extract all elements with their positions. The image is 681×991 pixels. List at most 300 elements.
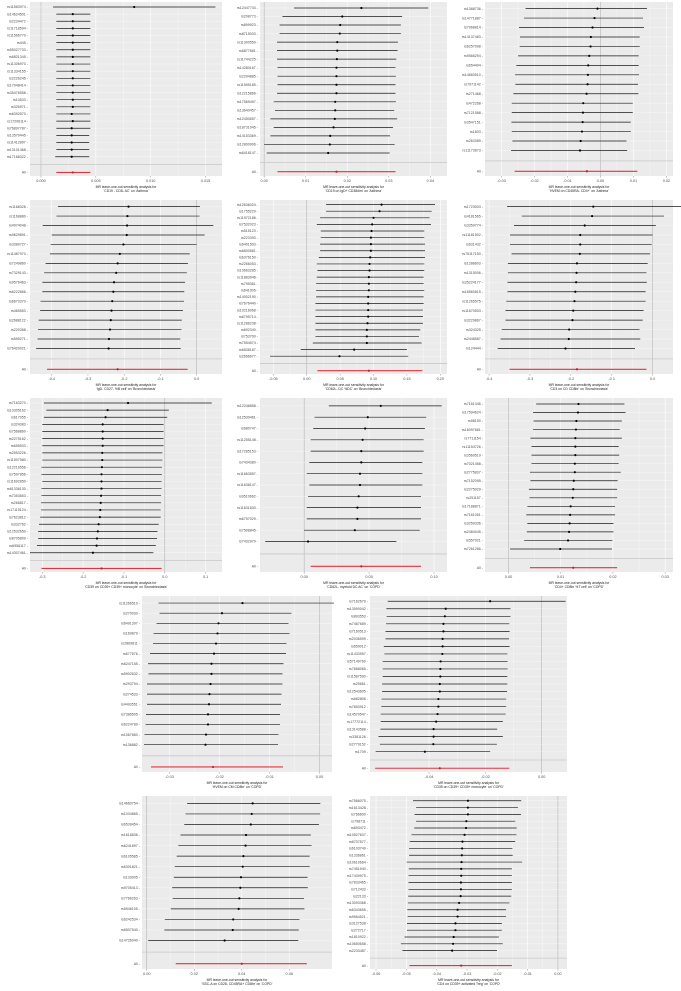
snp-label: rs10663285 - <box>236 268 258 273</box>
point-estimate <box>367 302 369 304</box>
point-estimate <box>72 120 74 122</box>
point-estimate <box>367 309 369 311</box>
point-estimate <box>364 427 366 429</box>
snp-label: rs12216556 - <box>6 465 28 470</box>
x-tick-label: 0.00 <box>596 179 605 183</box>
x-tick-label: -0.01 <box>265 775 274 779</box>
x-tick-label: -0.4 <box>485 377 493 381</box>
x-tick-label: -0.3 <box>526 377 534 381</box>
point-estimate <box>467 813 469 815</box>
snp-label: rs11883046 - <box>237 275 258 280</box>
snp-label: rs6958117 - <box>9 543 28 548</box>
point-estimate <box>109 328 111 330</box>
point-estimate <box>353 349 355 351</box>
point-estimate <box>581 130 583 132</box>
point-estimate <box>439 683 441 685</box>
snp-label: rs2869811 - <box>121 641 140 646</box>
snp-label: rs7161346 - <box>463 402 483 407</box>
point-estimate <box>338 355 340 357</box>
point-estimate <box>441 653 443 655</box>
forest-plot-panel <box>112 794 340 991</box>
point-estimate <box>580 140 582 142</box>
point-estimate <box>460 875 462 877</box>
point-estimate <box>242 855 244 857</box>
point-estimate <box>368 283 370 285</box>
snp-label: rs659012 - <box>350 644 368 649</box>
point-estimate <box>574 471 576 473</box>
snp-label: rs2448587 - <box>463 337 483 342</box>
snp-label: rs1810922 - <box>348 935 368 940</box>
point-estimate <box>452 943 454 945</box>
point-estimate <box>465 820 467 822</box>
point-estimate <box>334 101 336 103</box>
point-estimate <box>327 152 329 154</box>
snp-label: rs11266510 - <box>119 601 140 606</box>
point-estimate <box>437 705 439 707</box>
x-axis-title: MR leave-one-out sensitivity analysis for <box>548 581 610 585</box>
snp-label: rs7568860 - <box>8 429 28 434</box>
point-estimate <box>336 41 338 43</box>
snp-label: rs263389 - <box>465 139 483 144</box>
snp-label: rs798711 - <box>351 819 368 824</box>
snp-label: rs753700 - <box>240 334 258 339</box>
point-estimate <box>370 230 372 232</box>
snp-label: rs11181502 - <box>462 233 483 238</box>
snp-label: rs3547151 - <box>463 120 483 125</box>
snp-label: rs6795714 - <box>238 314 258 319</box>
overall-estimate <box>460 964 462 966</box>
snp-label: rs10650658 - <box>346 941 368 946</box>
snp-label: rs3389727 - <box>8 242 28 247</box>
snp-label: rs7386505 - <box>120 712 140 717</box>
forest-plot-panel <box>340 594 575 794</box>
snp-label: rs6241897 - <box>120 843 140 848</box>
snp-label: rs11306970 - <box>7 62 28 67</box>
point-estimate <box>589 45 591 47</box>
point-estimate <box>354 529 356 531</box>
point-estimate <box>359 473 361 475</box>
overall-estimate <box>360 565 362 567</box>
x-tick-label: 0.005 <box>91 179 101 183</box>
snp-label: rs6877681 - <box>238 48 258 53</box>
snp-label: rs11972186 - <box>237 215 258 220</box>
point-estimate <box>92 552 94 554</box>
snp-label: rs12636024 - <box>236 202 258 207</box>
snp-label: rs11583974 - <box>7 5 28 10</box>
point-estimate <box>216 632 218 634</box>
point-estimate <box>433 736 435 738</box>
snp-label: rs98150 - <box>467 419 483 424</box>
snp-label: rs766600 - <box>350 812 368 817</box>
x-tick-label: 0.01 <box>557 575 565 579</box>
point-estimate <box>113 281 115 283</box>
snp-label: rs465553 - <box>10 308 28 313</box>
snp-label: rs6301821 - <box>120 864 140 869</box>
point-estimate <box>232 918 234 920</box>
x-tick-label: 0.10 <box>369 377 378 381</box>
forest-plot-panel <box>230 198 455 396</box>
point-estimate <box>582 112 584 114</box>
point-estimate <box>72 70 74 72</box>
x-tick-label: 0.1 <box>203 575 209 579</box>
snp-label: rs7766263 - <box>120 896 140 901</box>
snp-label: rs677576 - <box>122 651 140 656</box>
point-estimate <box>587 64 589 66</box>
point-estimate <box>359 484 361 486</box>
snp-label: rs11334155 - <box>7 69 28 74</box>
snp-label: rs324325 - <box>465 327 483 332</box>
snp-label: rs12447743 - <box>236 6 258 11</box>
snp-label: rs7451940 - <box>348 867 368 872</box>
snp-label: rs5946105 - <box>120 907 140 912</box>
point-estimate <box>332 126 334 128</box>
point-estimate <box>380 204 382 206</box>
x-axis-title: MR leave-one-out sensitivity analysis for <box>323 383 384 387</box>
point-estimate <box>461 854 463 856</box>
point-estimate <box>100 473 102 475</box>
point-estimate <box>586 83 588 85</box>
point-estimate <box>71 134 73 136</box>
point-estimate <box>442 623 444 625</box>
point-estimate <box>98 523 100 525</box>
snp-label: rs25661 - <box>352 682 368 687</box>
point-estimate <box>127 206 129 208</box>
point-estimate <box>334 109 336 111</box>
x-tick-label: -0.1 <box>157 377 164 381</box>
x-tick-label: -0.3 <box>38 575 46 579</box>
point-estimate <box>569 522 571 524</box>
point-estimate <box>99 509 101 511</box>
point-estimate <box>339 32 341 34</box>
point-estimate <box>465 827 467 829</box>
point-estimate <box>424 751 426 753</box>
snp-label: rs35224177 - <box>461 280 483 285</box>
x-tick-label: 0.04 <box>238 972 246 976</box>
point-estimate <box>372 217 374 219</box>
point-estimate <box>590 36 592 38</box>
x-tick-label: 0.04 <box>426 179 435 183</box>
snp-label: rs7971142 - <box>464 82 483 87</box>
snp-label: rs14660510 - <box>461 73 483 78</box>
all-label: All - <box>21 170 28 175</box>
point-estimate <box>108 338 110 340</box>
x-tick-label: 0.20 <box>436 377 445 381</box>
snp-label: rs6821345 - <box>8 55 28 60</box>
point-estimate <box>593 17 595 19</box>
point-estimate <box>117 262 119 264</box>
point-estimate <box>341 15 343 17</box>
forest-plot-panel <box>230 396 455 594</box>
x-tick-label: 0.02 <box>662 179 671 183</box>
plot-background <box>30 200 222 374</box>
snp-label: rs6673370 - <box>8 299 28 304</box>
point-estimate <box>460 895 462 897</box>
point-estimate <box>575 428 577 430</box>
snp-label: rs13093368 - <box>346 901 368 906</box>
snp-label: rs1709 - <box>354 749 368 754</box>
point-estimate <box>574 291 576 293</box>
point-estimate <box>208 693 210 695</box>
x-tick-label: -0.02 <box>481 775 490 779</box>
point-estimate <box>435 721 437 723</box>
all-label: All - <box>476 367 483 372</box>
point-estimate <box>356 506 358 508</box>
point-estimate <box>366 335 368 337</box>
snp-label: rs11487970 - <box>7 252 28 257</box>
point-estimate <box>204 744 206 746</box>
snp-label: rs293794 - <box>122 682 140 687</box>
point-estimate <box>112 291 114 293</box>
point-estimate <box>579 243 581 245</box>
x-tick-label: 0.0 <box>649 377 656 381</box>
x-tick-label: -0.2 <box>79 575 87 579</box>
point-estimate <box>574 454 576 456</box>
x-tick-label: 0.00 <box>300 575 308 579</box>
snp-label: rs12800906 - <box>236 142 258 147</box>
snp-label: rs7668065 - <box>348 667 368 672</box>
snp-label: rs22133 - <box>352 894 368 899</box>
point-estimate <box>568 531 570 533</box>
snp-label: rs7249860 - <box>8 261 28 266</box>
point-estimate <box>360 7 362 9</box>
point-estimate <box>570 505 572 507</box>
snp-label: rs272717 - <box>350 928 368 933</box>
point-estimate <box>577 403 579 405</box>
point-estimate <box>568 328 570 330</box>
x-axis-title: 'CD39 on CD39+ CD39+ monocyte' on 'COPD' <box>433 785 504 789</box>
point-estimate <box>107 409 109 411</box>
snp-label: rs6401503 - <box>238 242 258 247</box>
x-tick-label: -0.1 <box>608 377 615 381</box>
snp-label: rs6418147 - <box>238 151 258 156</box>
snp-label: rs7532023 - <box>238 222 258 227</box>
x-axis-title: 'CD19 on IgD+ CD38dim' on 'Asthma' <box>325 189 382 193</box>
snp-label: rs6392570 - <box>8 112 28 117</box>
point-estimate <box>102 438 104 440</box>
snp-label: rs13590042 - <box>346 606 368 611</box>
snp-label: rs11433957 - <box>347 652 368 657</box>
x-tick-label: 0.05 <box>336 377 344 381</box>
snp-label: rs10527637 - <box>346 833 368 838</box>
forest-plot-panel <box>112 594 340 794</box>
snp-label: rs6103749 - <box>348 846 368 851</box>
snp-label: rs11744225 - <box>237 57 258 62</box>
point-estimate <box>101 466 103 468</box>
x-tick-label: 0.00 <box>315 775 324 779</box>
snp-label: rs332762 - <box>10 522 28 527</box>
snp-label: rs13640457 - <box>236 108 258 113</box>
point-estimate <box>577 411 579 413</box>
point-estimate <box>445 608 447 610</box>
point-estimate <box>71 156 73 158</box>
x-tick-label: 0.00 <box>260 179 268 183</box>
point-estimate <box>339 24 341 26</box>
snp-label: rs4493551 - <box>120 702 140 707</box>
point-estimate <box>572 497 574 499</box>
point-estimate <box>567 539 569 541</box>
x-tick-label: -0.3 <box>84 377 92 381</box>
point-estimate <box>102 445 104 447</box>
snp-label: rs7434380 - <box>238 460 258 465</box>
point-estimate <box>215 642 217 644</box>
snp-label: rs11154726 - <box>462 444 483 449</box>
x-tick-label: 0.03 <box>385 179 393 183</box>
forest-plot-panel <box>340 794 575 991</box>
snp-label: rs899923 - <box>240 23 258 28</box>
snp-label: rs17188871 - <box>461 504 483 509</box>
point-estimate <box>461 847 463 849</box>
point-estimate <box>71 141 73 143</box>
point-estimate <box>245 834 247 836</box>
snp-label: rs6105585 - <box>120 854 140 859</box>
x-tick-label: 0.0 <box>162 575 168 579</box>
point-estimate <box>572 310 574 312</box>
x-tick-label: 0.0 <box>194 377 200 381</box>
point-estimate <box>369 256 371 258</box>
x-tick-label: 0.00 <box>143 972 151 976</box>
point-estimate <box>454 929 456 931</box>
point-estimate <box>569 514 571 516</box>
snp-label: rs14002190 - <box>236 295 258 300</box>
snp-label: rs11587590 - <box>347 674 368 679</box>
snp-label: rs11663557 - <box>237 471 258 476</box>
point-estimate <box>250 823 252 825</box>
snp-label: rs6838187 - <box>238 347 258 352</box>
snp-label: rs654404 - <box>465 63 483 68</box>
point-estimate <box>72 63 74 65</box>
snp-label: rs9705413 - <box>120 885 140 890</box>
point-estimate <box>72 13 74 15</box>
point-estimate <box>559 548 561 550</box>
overall-estimate <box>212 766 214 768</box>
snp-label: rs61336130 - <box>6 486 28 491</box>
snp-label: rs795361 - <box>240 281 258 286</box>
point-estimate <box>329 143 331 145</box>
point-estimate <box>100 487 102 489</box>
all-label: All - <box>133 765 140 770</box>
point-estimate <box>126 215 128 217</box>
point-estimate <box>596 8 598 10</box>
point-estimate <box>442 630 444 632</box>
x-tick-label: 0.06 <box>285 972 293 976</box>
snp-label: rs7161051 - <box>463 513 483 518</box>
x-axis-title: 'CD4 on CD39+ activated Treg' on 'COPD' <box>436 982 501 986</box>
all-label: All - <box>251 169 258 174</box>
point-estimate <box>366 322 368 324</box>
snp-label: rs17772114 - <box>347 719 368 724</box>
snp-label: rs8715033 - <box>238 31 258 36</box>
snp-label: rs2484045 - <box>463 530 483 535</box>
snp-label: rs1168880 - <box>9 214 28 219</box>
snp-label: rs17569497 - <box>236 99 258 104</box>
snp-label: rs9510662 - <box>238 494 258 499</box>
x-tick-label: -0.03 <box>497 179 506 183</box>
snp-label: rs2294885 - <box>238 74 258 79</box>
x-tick-label: -0.01 <box>563 179 572 183</box>
snp-label: rs4974048 - <box>8 223 28 228</box>
point-estimate <box>110 319 112 321</box>
point-estimate <box>358 495 360 497</box>
x-axis-title: MR leave-one-out sensitivity analysis for <box>548 185 610 189</box>
point-estimate <box>467 800 469 802</box>
snp-label: rs14771887 - <box>461 16 483 21</box>
snp-label: rs6491397 - <box>120 621 140 626</box>
snp-label: rs7597856 - <box>8 472 28 477</box>
point-estimate <box>360 450 362 452</box>
forest-plot-panel <box>0 0 230 198</box>
snp-label: rs7152095 - <box>463 478 483 483</box>
snp-label: rs6707577 - <box>348 839 368 844</box>
x-tick-label: -0.02 <box>215 775 224 779</box>
plot-background <box>485 398 673 572</box>
x-tick-label: 0.00 <box>554 972 562 976</box>
snp-label: rs11692850 - <box>7 479 28 484</box>
snp-label: rs6376150 - <box>238 255 258 260</box>
x-tick-label: 0.00 <box>504 575 513 579</box>
all-label: All - <box>21 367 28 372</box>
point-estimate <box>370 243 372 245</box>
overall-estimate <box>335 171 337 173</box>
point-estimate <box>110 310 112 312</box>
point-estimate <box>461 841 463 843</box>
snp-label: rs6507540 - <box>120 928 140 933</box>
snp-label: rs7623812 - <box>8 515 28 520</box>
point-estimate <box>100 480 102 482</box>
point-estimate <box>453 936 455 938</box>
snp-label: rs11670503 - <box>462 308 483 313</box>
snp-label: rs2553226 - <box>8 451 28 456</box>
point-estimate <box>205 733 207 735</box>
snp-label: rs18731045 - <box>236 125 258 130</box>
point-estimate <box>573 480 575 482</box>
snp-label: rs631432 - <box>465 242 483 247</box>
snp-label: rs251157 - <box>466 495 483 500</box>
point-estimate <box>439 668 441 670</box>
snp-label: rs55027733 - <box>6 47 28 52</box>
snp-label: rs9566294 - <box>463 54 483 59</box>
point-estimate <box>104 416 106 418</box>
snp-label: rs6343655 - <box>348 907 368 912</box>
point-estimate <box>356 518 358 520</box>
plot-background <box>260 200 447 374</box>
forest-plot-panel <box>455 0 681 198</box>
snp-label: rs893472 - <box>350 826 368 831</box>
point-estimate <box>251 813 253 815</box>
point-estimate <box>451 950 453 952</box>
snp-label: rs1288603 - <box>463 261 483 266</box>
point-estimate <box>240 876 242 878</box>
snp-label: rs1067660 - <box>120 732 140 737</box>
point-estimate <box>111 300 113 302</box>
x-axis-title: MR leave-one-out sensitivity analysis for <box>95 185 157 189</box>
snp-label: rs14137483 - <box>461 35 483 40</box>
point-estimate <box>329 135 331 137</box>
snp-label: rs17048414 - <box>6 83 28 88</box>
plot-background <box>485 2 673 176</box>
point-estimate <box>442 638 444 640</box>
snp-label: rs7160513 - <box>348 629 368 634</box>
point-estimate <box>210 663 212 665</box>
snp-label: rs6539454 - <box>120 822 140 827</box>
x-axis-title: 'HVEM on CM CD8br' on 'COPD' <box>212 785 262 789</box>
point-estimate <box>574 437 576 439</box>
point-estimate <box>370 250 372 252</box>
point-estimate <box>463 834 465 836</box>
all-label: All - <box>476 565 483 570</box>
snp-label: rs7853912 - <box>348 704 368 709</box>
snp-label: rs1755229 - <box>238 209 258 214</box>
x-tick-label: 0.015 <box>200 179 211 183</box>
